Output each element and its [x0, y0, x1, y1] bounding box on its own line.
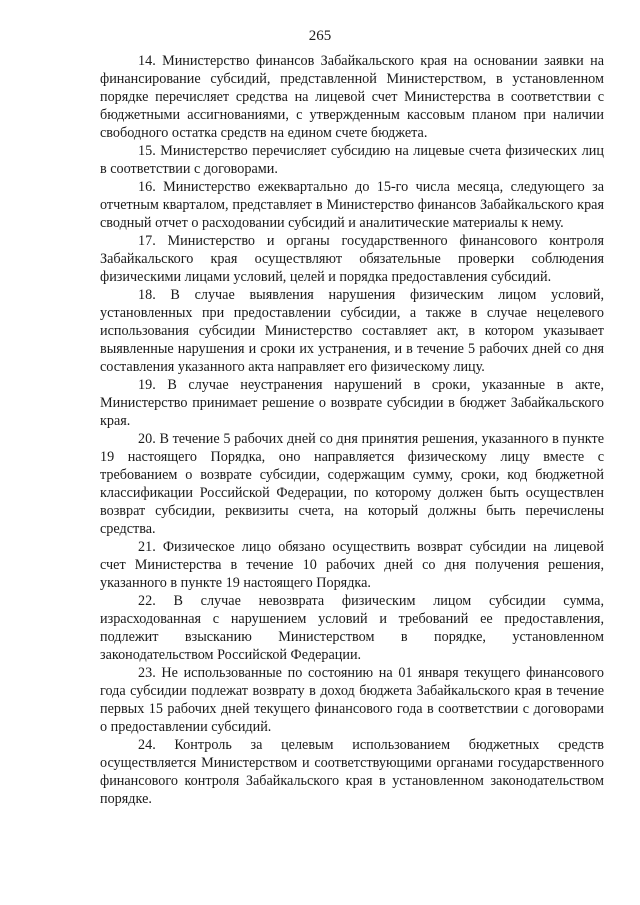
paragraph-14: 14. Министерство финансов Забайкальского края на основании заявки на финансирование субсидий, представленной Министерством, в установленном порядке перечисляет средства на лицевой счет Министерства в соответствии с бюджетными ассигнованиями, с утвержденным кассовым планом при наличии свободного остатка средств на едином счете бюджета.	[100, 53, 604, 141]
paragraph-22: 22. В случае невозврата физическим лицом субсидии сумма, израсходованная с нарушением условий и требований ее предоставления, подлежит взысканию Министерством в порядке, установленном законодательством Российской Федерации.	[100, 593, 604, 663]
paragraph-18: 18. В случае выявления нарушения физическим лицом условий, установленных при предоставлении субсидии, а также в случае нецелевого использования субсидии Министерство составляет акт, в котором указывает выявленные нарушения и сроки их устранения, и в течение 5 рабочих дней со дня составления указанного акта направляет его физическому лицу.	[100, 287, 604, 375]
paragraph-19: 19. В случае неустранения нарушений в сроки, указанные в акте, Министерство принимает решение о возврате субсидии в бюджет Забайкальского края.	[100, 377, 604, 429]
paragraph-15: 15. Министерство перечисляет субсидию на лицевые счета физических лиц в соответствии с договорами.	[100, 143, 604, 177]
paragraph-20: 20. В течение 5 рабочих дней со дня принятия решения, указанного в пункте 19 настоящего Порядка, оно направляется физическому лицу вместе с требованием о возврате субсидии, содержащим сумму, сроки, код бюджетной классификации Российской Федерации, по которому должен быть осуществлен возврат субсидии, реквизиты счета, на который должны быть перечислены средства.	[100, 431, 604, 537]
paragraph-16: 16. Министерство ежеквартально до 15-го числа месяца, следующего за отчетным кварталом, представляет в Министерство финансов Забайкальского края сводный отчет о расходовании субсидий и аналитические материалы к нему.	[100, 179, 604, 231]
paragraph-23: 23. Не использованные по состоянию на 01 января текущего финансового года субсидии подлежат возврату в доход бюджета Забайкальского края в течение первых 15 рабочих дней текущего финансового года в соответствии с договорами о предоставлении субсидий.	[100, 665, 604, 735]
paragraph-21: 21. Физическое лицо обязано осуществить возврат субсидии на лицевой счет Министерства в течение 10 рабочих дней со дня получения решения, указанного в пункте 19 настоящего Порядка.	[100, 539, 604, 591]
paragraph-24: 24. Контроль за целевым использованием бюджетных средств осуществляется Министерством и соответствующими органами государственного финансового контроля Забайкальского края в установленном законодательством порядке.	[100, 737, 604, 807]
page-number: 265	[308, 28, 332, 44]
paragraph-17: 17. Министерство и органы государственного финансового контроля Забайкальского края осуществляют обязательные проверки соблюдения физическими лицами условий, целей и порядка предоставления субсидий.	[100, 233, 604, 285]
document-body	[100, 52, 604, 808]
